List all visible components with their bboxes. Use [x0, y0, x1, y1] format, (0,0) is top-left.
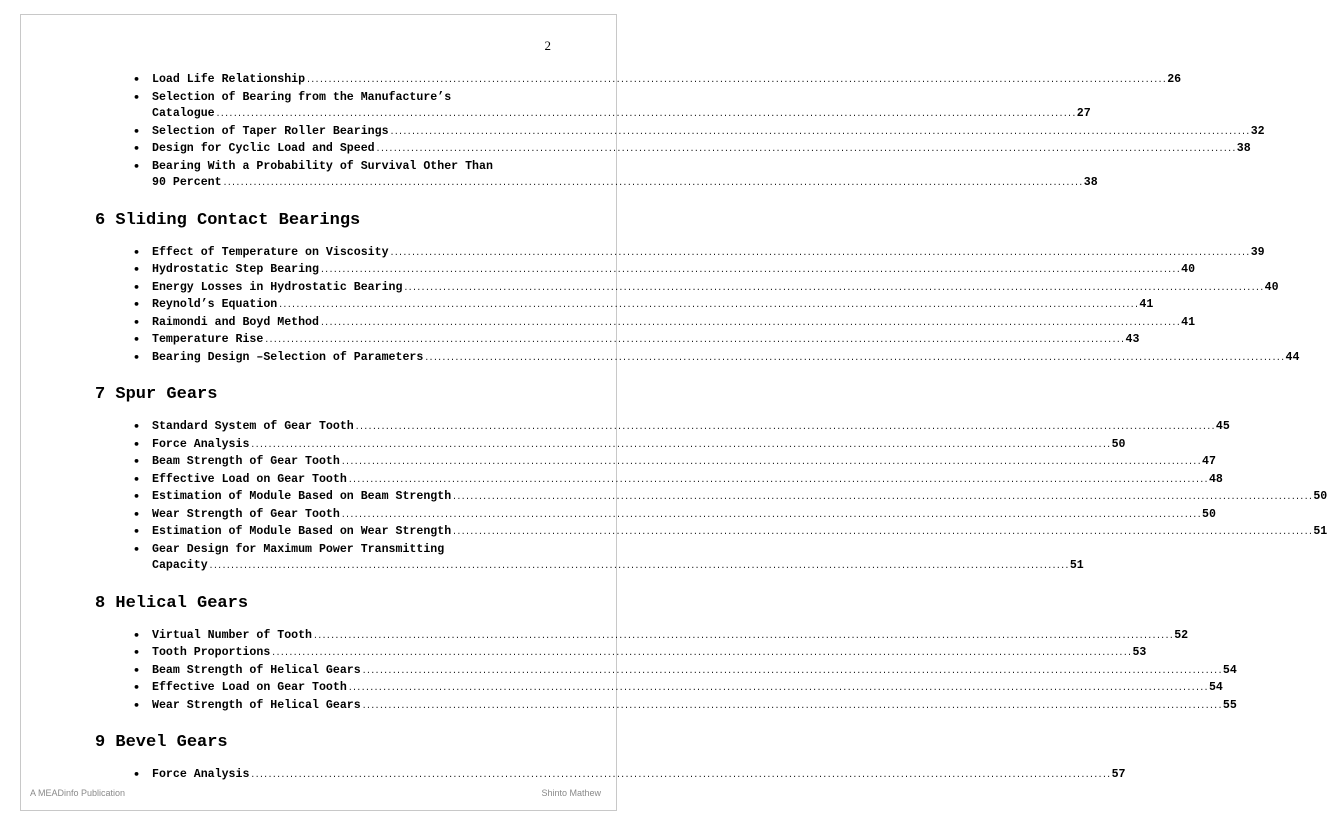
toc-entry[interactable]	[133, 507, 1216, 525]
entry-page-number: 51	[1313, 525, 1327, 538]
entry-page-number: 41	[1181, 315, 1196, 329]
entry-title: Force Analysis	[152, 768, 250, 781]
bullet-icon: •	[133, 646, 141, 659]
entry-title: Force Analysis	[152, 437, 250, 451]
toc-section	[0, 731, 1126, 785]
entry-title: Selection of Bearing from the Manufacture’s	[152, 90, 452, 104]
toc-entry[interactable]	[133, 767, 1126, 785]
entry-title: 90 Percent	[152, 176, 222, 189]
toc-entry[interactable]	[133, 645, 1147, 663]
entry-page-number: 54	[1208, 681, 1223, 694]
bullet-icon: •	[133, 455, 141, 468]
section-title: 8 Helical Gears	[95, 593, 249, 613]
dot-leader: ........................................................................................................................................................................................................	[389, 127, 1250, 137]
entry-page-number: 26	[1167, 73, 1182, 86]
entry-title: Catalogue	[152, 107, 215, 120]
toc-entry[interactable]	[133, 524, 1327, 542]
dot-leader: ........................................................................................................................................................................................................	[319, 266, 1181, 275]
entry-page-number: 52	[1174, 628, 1189, 642]
dot-leader: ........................................................................................................................................................................................................	[361, 701, 1222, 711]
dot-leader: ........................................................................................................................................................................................................	[250, 771, 1111, 780]
toc-entry[interactable]	[133, 124, 1265, 142]
toc-entry[interactable]	[133, 437, 1126, 455]
entry-page-number: 41	[1139, 298, 1154, 311]
bullet-icon: •	[133, 124, 141, 138]
bullet-icon: •	[133, 437, 141, 451]
entry-page-number: 39	[1250, 245, 1265, 259]
entry-page-number: 43	[1125, 333, 1140, 346]
toc-entry[interactable]	[133, 332, 1140, 350]
entry-title: Estimation of Module Based on Wear Strength	[152, 525, 452, 538]
bullet-icon: •	[133, 280, 141, 294]
section-title: 7 Spur Gears	[95, 385, 218, 404]
entry-title: Bearing Design –Selection of Parameters	[152, 350, 424, 364]
entry-title: Hydrostatic Step Bearing	[152, 263, 319, 276]
entry-page-number: 44	[1285, 350, 1300, 364]
dot-leader: ........................................................................................................................................................................................................	[278, 301, 1139, 310]
entry-title: Effective Load on Gear Tooth	[152, 681, 347, 694]
entry-page-number: 45	[1215, 420, 1230, 433]
bullet-icon: •	[133, 681, 141, 694]
toc-entry[interactable]	[133, 472, 1223, 490]
entry-title: Wear Strength of Helical Gears	[152, 698, 361, 712]
bullet-icon: •	[133, 298, 141, 311]
toc-entry[interactable]	[133, 262, 1196, 280]
dot-leader: ........................................................................................................................................................................................................	[319, 318, 1181, 328]
entry-title: Design for Cyclic Load and Speed	[152, 142, 375, 155]
toc-entry[interactable]	[133, 489, 1327, 507]
entry-page-number: 54	[1222, 663, 1237, 677]
entry-title: Beam Strength of Gear Tooth	[152, 455, 340, 468]
toc-entry[interactable]	[133, 72, 1182, 90]
toc-entry[interactable]	[133, 245, 1265, 263]
entry-title: Beam Strength of Helical Gears	[152, 663, 361, 677]
dot-leader: ........................................................................................................................................................................................................	[340, 510, 1202, 520]
bullet-icon: •	[133, 628, 141, 642]
dot-leader: ........................................................................................................................................................................................................	[361, 666, 1222, 676]
entry-title: Gear Design for Maximum Power Transmitting	[152, 542, 445, 556]
entry-title: Load Life Relationship	[152, 73, 306, 86]
toc-entry[interactable]	[133, 698, 1237, 716]
bullet-icon: •	[133, 90, 141, 104]
toc-entry[interactable]	[133, 315, 1196, 333]
toc-entry[interactable]	[133, 628, 1189, 646]
entry-title: Capacity	[152, 559, 208, 572]
dot-leader: ........................................................................................................................................................................................................	[313, 631, 1174, 641]
toc-section	[0, 383, 1327, 576]
entry-page-number: 51	[1069, 559, 1084, 572]
entry-page-number: 32	[1250, 124, 1265, 138]
entry-title: Estimation of Module Based on Beam Strength	[152, 490, 452, 503]
dot-leader: ........................................................................................................................................................................................................	[452, 493, 1313, 502]
toc-entry[interactable]	[133, 454, 1216, 472]
toc-entry[interactable]	[133, 350, 1300, 368]
dot-leader: ........................................................................................................................................................................................................	[340, 458, 1202, 467]
entry-page-number: 38	[1083, 176, 1098, 189]
entry-page-number: 50	[1202, 507, 1216, 521]
dot-leader: ........................................................................................................................................................................................................	[306, 76, 1167, 85]
toc-entry[interactable]	[133, 542, 1084, 576]
dot-leader: ........................................................................................................................................................................................................	[264, 336, 1125, 345]
entry-page-number: 48	[1208, 472, 1223, 486]
bullet-icon: •	[133, 159, 141, 173]
dot-leader: ........................................................................................................................................................................................................	[347, 475, 1208, 485]
dot-leader: ........................................................................................................................................................................................................	[389, 248, 1250, 258]
entry-title: Energy Losses in Hydrostatic Bearing	[152, 280, 403, 294]
dot-leader: ........................................................................................................................................................................................................	[403, 283, 1264, 293]
entry-title: Tooth Proportions	[152, 646, 271, 659]
dot-leader: ........................................................................................................................................................................................................	[375, 145, 1236, 154]
bullet-icon: •	[133, 350, 141, 364]
bullet-icon: •	[133, 472, 141, 486]
bullet-icon: •	[133, 698, 141, 712]
toc-entry[interactable]	[133, 663, 1237, 681]
toc-section	[0, 209, 1300, 368]
dot-leader: ........................................................................................................................................................................................................	[347, 684, 1208, 693]
entry-title: Bearing With a Probability of Survival Other Than	[152, 159, 493, 173]
entry-page-number: 40	[1264, 280, 1279, 294]
bullet-icon: •	[133, 420, 141, 433]
entry-title: Effective Load on Gear Tooth	[152, 472, 347, 486]
entry-page-number: 47	[1202, 455, 1216, 468]
section-title: 6 Sliding Contact Bearings	[95, 210, 361, 230]
toc-entry[interactable]	[133, 159, 1098, 193]
entry-page-number: 50	[1111, 437, 1126, 451]
bullet-icon: •	[133, 73, 141, 86]
entry-title: Wear Strength of Gear Tooth	[152, 507, 340, 521]
bullet-icon: •	[133, 768, 141, 781]
bullet-icon: •	[133, 142, 141, 155]
entry-page-number: 53	[1132, 646, 1147, 659]
entry-page-number: 38	[1236, 142, 1251, 155]
entry-page-number: 55	[1222, 698, 1237, 712]
bullet-icon: •	[133, 315, 141, 329]
dot-leader: ........................................................................................................................................................................................................	[424, 353, 1285, 363]
bullet-icon: •	[133, 663, 141, 677]
toc-entry[interactable]	[133, 90, 1091, 124]
section-title: 9 Bevel Gears	[95, 733, 228, 752]
bullet-icon: •	[133, 542, 141, 556]
bullet-icon: •	[133, 263, 141, 276]
toc-section	[0, 592, 1237, 716]
toc-entry[interactable]	[133, 680, 1223, 698]
dot-leader: ........................................................................................................................................................................................................	[208, 562, 1069, 571]
dot-leader: ........................................................................................................................................................................................................	[222, 179, 1083, 188]
dot-leader: ........................................................................................................................................................................................................	[250, 440, 1111, 450]
toc-entry[interactable]	[133, 141, 1251, 159]
bullet-icon: •	[133, 245, 141, 259]
bullet-icon: •	[133, 525, 141, 538]
entry-title: Temperature Rise	[152, 333, 264, 346]
bullet-icon: •	[133, 490, 141, 503]
toc-entry[interactable]	[133, 419, 1230, 437]
entry-title: Reynold’s Equation	[152, 298, 278, 311]
footer-author: Shinto Mathew	[541, 788, 601, 798]
page-number: 2	[544, 38, 551, 53]
entry-title: Selection of Taper Roller Bearings	[152, 124, 389, 138]
bullet-icon: •	[133, 333, 141, 346]
dot-leader: ........................................................................................................................................................................................................	[271, 649, 1132, 658]
entry-title: Virtual Number of Tooth	[152, 628, 313, 642]
entry-title: Standard System of Gear Tooth	[152, 420, 354, 433]
dot-leader: ........................................................................................................................................................................................................	[215, 110, 1076, 119]
toc-entry[interactable]	[133, 297, 1154, 315]
bullet-icon: •	[133, 507, 141, 521]
entry-title: Effect of Temperature on Viscosity	[152, 245, 389, 259]
entry-title: Raimondi and Boyd Method	[152, 315, 319, 329]
dot-leader: ........................................................................................................................................................................................................	[452, 528, 1313, 537]
footer-publisher: A MEADinfo Publication	[30, 788, 126, 798]
table-of-contents	[0, 72, 1327, 785]
toc-section	[0, 72, 1265, 193]
entry-page-number: 50	[1313, 490, 1327, 503]
dot-leader: ........................................................................................................................................................................................................	[354, 423, 1215, 432]
entry-page-number: 27	[1076, 107, 1091, 120]
toc-entry[interactable]	[133, 280, 1279, 298]
entry-page-number: 40	[1181, 263, 1196, 276]
entry-page-number: 57	[1111, 768, 1126, 781]
